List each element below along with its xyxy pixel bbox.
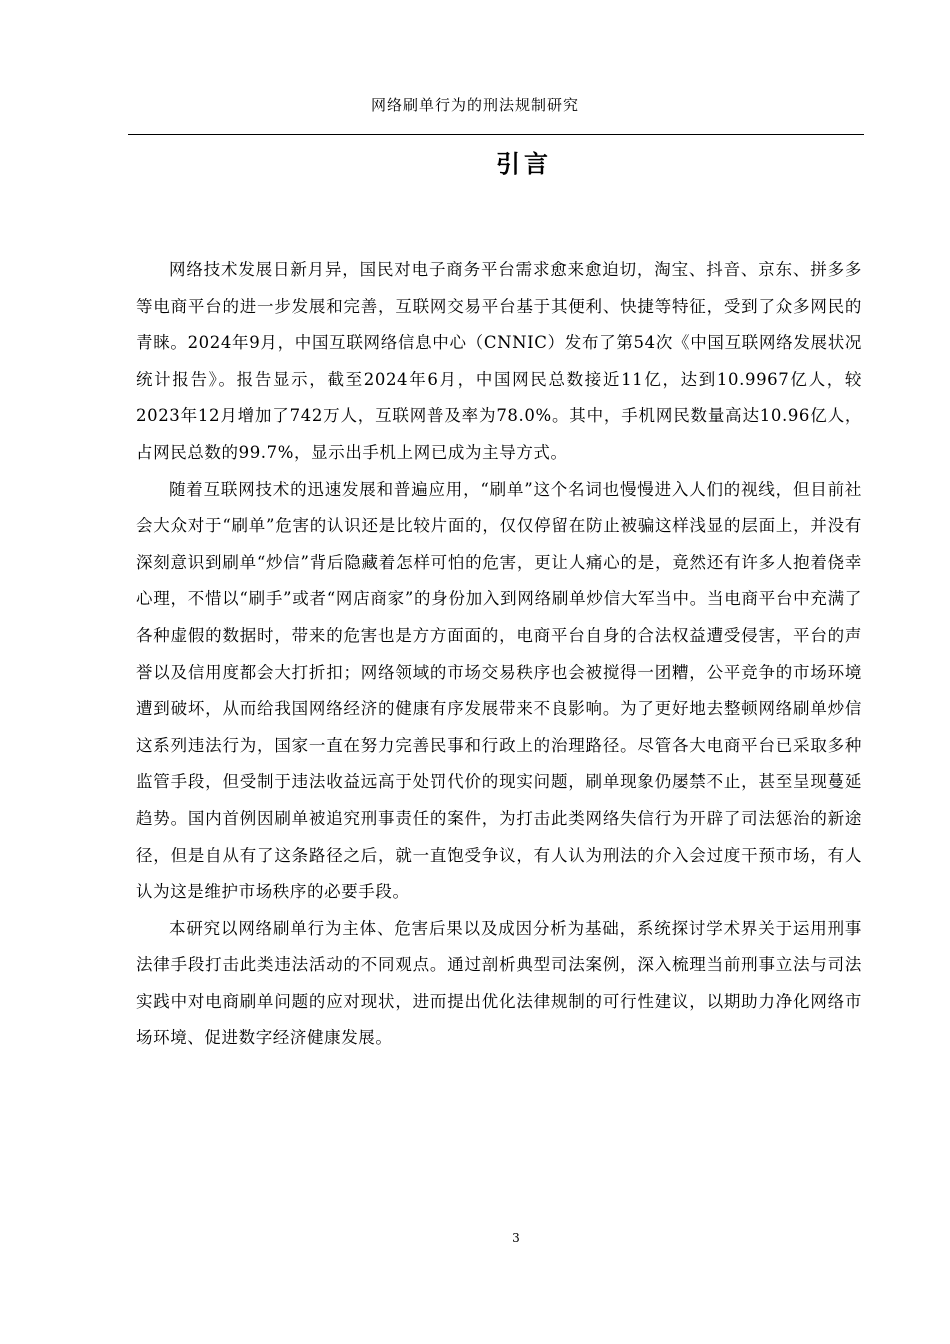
body-text [136, 252, 862, 1057]
paragraph: 网络技术发展日新月异，国民对电子商务平台需求愈来愈迫切，淘宝、抖音、京东、拼多多等电商平台的进一步发展和完善，互联网交易平台基于其便利、快捷等特征，受到了众多网民的青睐。2024年9月，中国互联网络信息中心（CNNIC）发布了第54次《中国互联网络发展状况统计报告》。报告显示，截至2024年6月，中国网民总数接近11亿，达到10.9967亿人，较2023年12月增加了742万人，互联网普及率为78.0%。其中，手机网民数量高达10.96亿人，占网民总数的99.7%，显示出手机上网已成为主导方式。 [136, 260, 862, 462]
page-number: 3 [512, 1231, 520, 1245]
running-header-title: 网络刷单行为的刑法规制研究 [370, 96, 579, 114]
paragraph: 随着互联网技术的迅速发展和普遍应用，“刷单”这个名词也慢慢进入人们的视线，但目前社会大众对于“刷单”危害的认识还是比较片面的，仅仅停留在防止被骗这样浅显的层面上，并没有深刻意识到刷单“炒信”背后隐藏着怎样可怕的危害，更让人痛心的是，竟然还有许多人抱着侥幸心理，不惜以“刷手”或者“网店商家”的身份加入到网络刷单炒信大军当中。当电商平台中充满了各种虚假的数据时，带来的危害也是方方面面的，电商平台自身的合法权益遭受侵害，平台的声誉以及信用度都会大打折扣；网络领域的市场交易秩序也会被搅得一团糟，公平竞争的市场环境遭到破坏，从而给我国网络经济的健康有序发展带来不良影响。为了更好地去整顿网络刷单炒信这系列违法行为，国家一直在努力完善民事和行政上的治理路径。尽管各大电商平台已采取多种监管手段，但受制于违法收益远高于处罚代价的现实问题，刷单现象仍屡禁不止，甚至呈现蔓延趋势。国内首例因刷单被追究刑事责任的案件，为打击此类网络失信行为开辟了司法惩治的新途径，但是自从有了这条路径之后，就一直饱受争议，有人认为刑法的介入会过度干预市场，有人认为这是维护市场秩序的必要手段。 [136, 479, 862, 902]
paragraph: 本研究以网络刷单行为主体、危害后果以及成因分析为基础，系统探讨学术界关于运用刑事法律手段打击此类违法活动的不同观点。通过剖析典型司法案例，深入梳理当前刑事立法与司法实践中对电商刷单问题的应对现状，进而提出优化法律规制的可行性建议，以期助力净化网络市场环境、促进数字经济健康发展。 [136, 918, 862, 1048]
header-divider [128, 134, 864, 135]
chapter-title: 引言 [496, 150, 552, 178]
